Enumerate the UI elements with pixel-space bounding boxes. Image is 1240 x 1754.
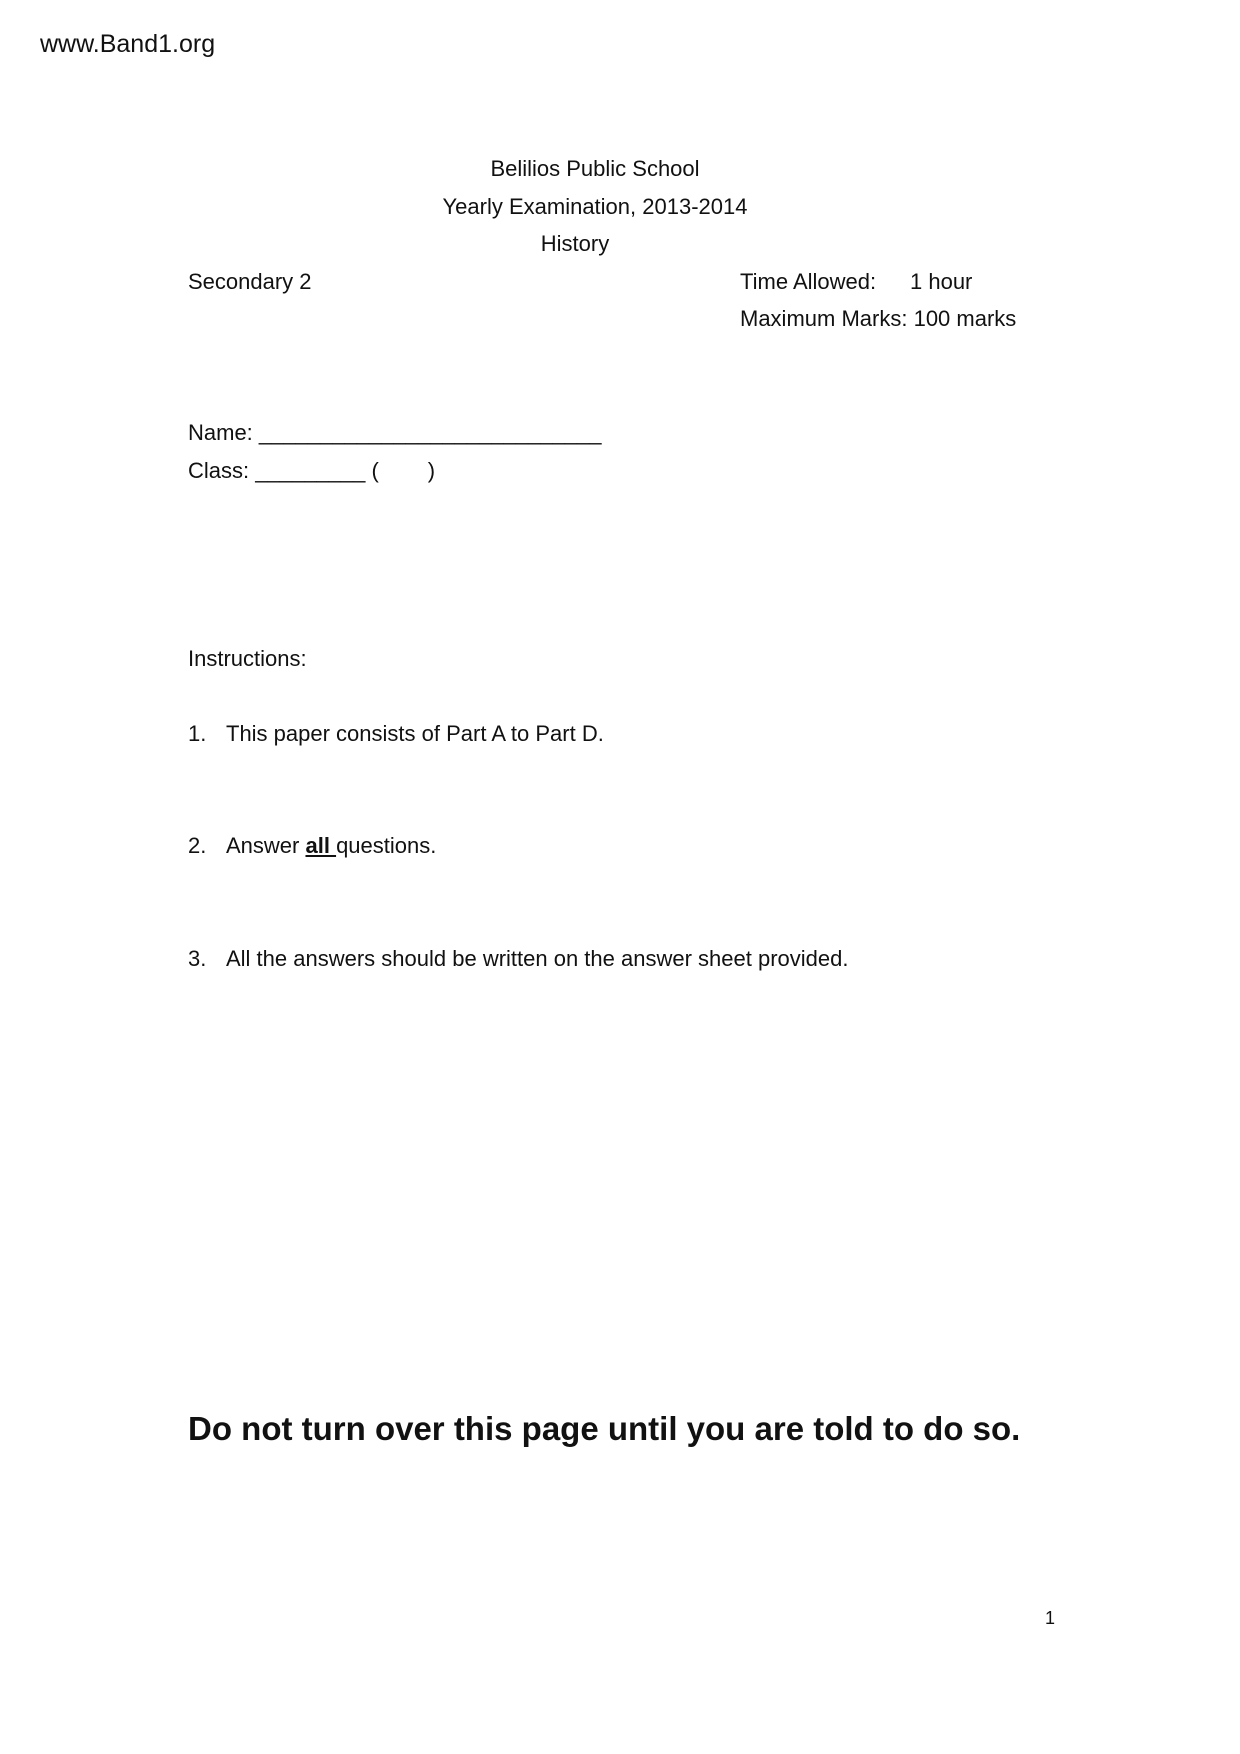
class-field[interactable] [188,457,435,485]
instruction-text [226,832,436,860]
exam-title: Yearly Examination, 2013-2014 [442,194,748,219]
class-number-brackets[interactable]: ( ) [371,458,436,483]
time-allowed-value: 1 hour [910,269,973,294]
instruction-number: 2. [188,833,207,858]
page-number: 1 [1045,1608,1056,1628]
instruction-text: All the answers should be written on the answer sheet provided. [226,946,849,971]
instruction-emphasis: all [305,833,337,858]
max-marks-label: Maximum Marks: [740,306,908,331]
time-allowed-label: Time Allowed: [740,269,877,294]
instruction-item [188,945,849,973]
max-marks-line [740,305,1016,333]
instruction-item [188,832,437,860]
max-marks-value: 100 marks [913,306,1017,331]
school-name: Belilios Public School [490,156,700,181]
name-blank[interactable]: ____________________________ [258,420,602,445]
warning-text: Do not turn over this page until you are told to do so. [188,1410,1021,1447]
class-label: Class: [188,458,250,483]
instruction-text-pre: Answer [226,833,306,858]
subject-title: History [540,231,610,256]
name-field[interactable] [188,419,602,447]
class-blank[interactable]: _________ [255,458,366,483]
instruction-number: 3. [188,946,207,971]
instruction-item [188,720,604,748]
instruction-text-post: questions. [336,833,437,858]
watermark-url: www.Band1.org [40,30,216,58]
level-label: Secondary 2 [188,269,312,294]
instruction-number: 1. [188,721,207,746]
instruction-text: This paper consists of Part A to Part D. [226,721,604,746]
name-label: Name: [188,420,253,445]
instructions-heading: Instructions: [188,646,307,671]
